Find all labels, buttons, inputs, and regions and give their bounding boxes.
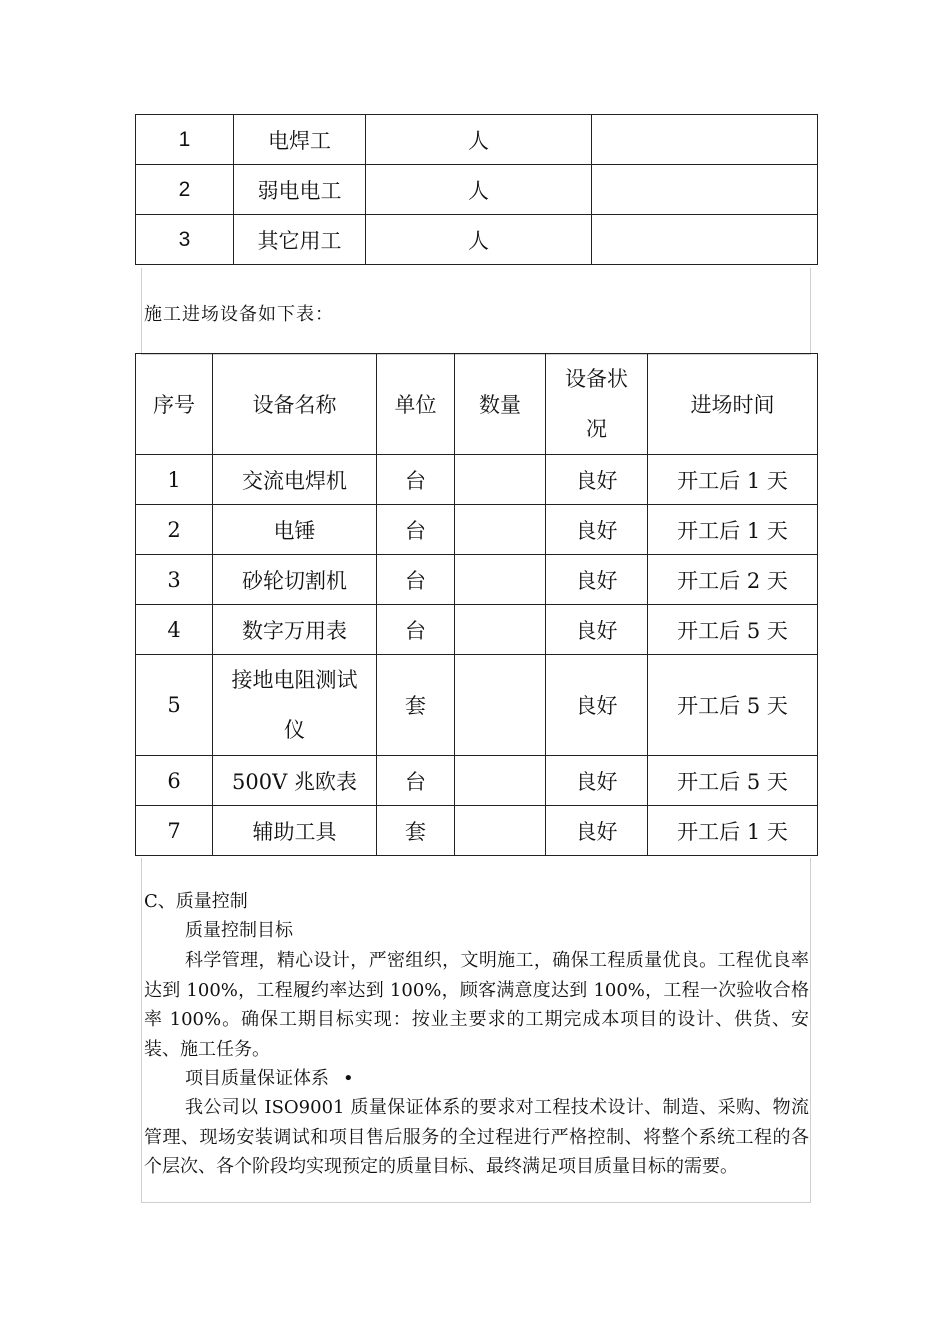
equipment-intro: 施工进场设备如下表： [144, 304, 334, 325]
cell-no: 7 [136, 806, 213, 856]
cell-no: 2 [136, 505, 213, 555]
labor-no: 1 [136, 115, 234, 165]
cell-no: 6 [136, 756, 213, 806]
cell-no: 5 [136, 655, 213, 756]
cell-unit: 台 [377, 455, 455, 505]
cell-name-line2: 仪 [284, 718, 305, 742]
labor-table [135, 114, 818, 265]
cell-time: 开工后 1 天 [648, 455, 818, 505]
equipment-table [135, 353, 818, 856]
table-header-row [136, 354, 818, 455]
labor-trade: 其它用工 [234, 215, 366, 265]
cell-unit: 台 [377, 505, 455, 555]
cell-time: 开工后 5 天 [648, 756, 818, 806]
labor-unit: 人 [366, 115, 592, 165]
header-status [546, 354, 648, 455]
cell-unit: 台 [377, 555, 455, 605]
header-no: 序号 [136, 354, 213, 455]
cell-qty [455, 455, 546, 505]
labor-no: 3 [136, 215, 234, 265]
cell-time: 开工后 1 天 [648, 505, 818, 555]
header-qty: 数量 [455, 354, 546, 455]
table-row [136, 115, 818, 165]
cell-status: 良好 [546, 756, 648, 806]
cell-time: 开工后 5 天 [648, 605, 818, 655]
header-unit: 单位 [377, 354, 455, 455]
labor-unit: 人 [366, 215, 592, 265]
cell-qty [455, 756, 546, 806]
table-row [136, 215, 818, 265]
cell-qty [455, 505, 546, 555]
table-row [136, 605, 818, 655]
cell-status: 良好 [546, 455, 648, 505]
cell-status: 良好 [546, 806, 648, 856]
cell-time: 开工后 2 天 [648, 555, 818, 605]
cell-qty [455, 555, 546, 605]
table-row [136, 505, 818, 555]
subsection-title [144, 1064, 850, 1094]
subsection-title-text: 项目质量保证体系 [185, 1068, 329, 1089]
cell-name [213, 655, 377, 756]
cell-name: 交流电焊机 [213, 455, 377, 505]
table-row [136, 806, 818, 856]
cell-name: 电锤 [213, 505, 377, 555]
header-time: 进场时间 [648, 354, 818, 455]
cell-name-line1: 接地电阻测试 [231, 668, 358, 692]
cell-time: 开工后 5 天 [648, 655, 818, 756]
cell-time: 开工后 1 天 [648, 806, 818, 856]
labor-qty [592, 165, 818, 215]
table-row [136, 756, 818, 806]
labor-unit: 人 [366, 165, 592, 215]
cell-unit: 套 [377, 655, 455, 756]
section-title: C、质量控制 [144, 891, 248, 912]
table-row [136, 655, 818, 756]
cell-qty [455, 806, 546, 856]
table-row [136, 455, 818, 505]
cell-name: 数字万用表 [213, 605, 377, 655]
cell-no: 4 [136, 605, 213, 655]
cell-status: 良好 [546, 605, 648, 655]
cell-unit: 套 [377, 806, 455, 856]
subsection-title: 质量控制目标 [185, 920, 293, 941]
cell-unit: 台 [377, 605, 455, 655]
paragraph: 科学管理，精心设计，严密组织，文明施工，确保工程质量优良。工程优良率达到 100%，工程履约率达到 100%，顾客满意度达到 100%，工程一次验收合格率 100%。确保工期目标实现：按业主要求的工期完成本项目的设计、供货、安装、施工任务。 [144, 950, 809, 1060]
header-status-line1: 设备状 [565, 367, 628, 391]
table-row [136, 555, 818, 605]
cell-qty [455, 605, 546, 655]
cell-name: 砂轮切割机 [213, 555, 377, 605]
labor-qty [592, 215, 818, 265]
cell-status: 良好 [546, 655, 648, 756]
header-status-line2: 况 [586, 417, 607, 441]
cell-status: 良好 [546, 555, 648, 605]
cell-no: 1 [136, 455, 213, 505]
cell-unit: 台 [377, 756, 455, 806]
labor-no: 2 [136, 165, 234, 215]
cell-name: 辅助工具 [213, 806, 377, 856]
cell-qty [455, 655, 546, 756]
table-row [136, 165, 818, 215]
labor-trade: 弱电电工 [234, 165, 366, 215]
cell-status: 良好 [546, 505, 648, 555]
header-name: 设备名称 [213, 354, 377, 455]
cell-no: 3 [136, 555, 213, 605]
paragraph: 我公司以 ISO9001 质量保证体系的要求对工程技术设计、制造、采购、物流管理、现场安装调试和项目售后服务的全过程进行严格控制、将整个系统工程的各个层次、各个阶段均实现预定的质量目标、最终满足项目质量目标的需要。 [144, 1097, 809, 1178]
labor-qty [592, 115, 818, 165]
bullet-icon: • [343, 1068, 354, 1089]
cell-name: 500V 兆欧表 [213, 756, 377, 806]
labor-trade: 电焊工 [234, 115, 366, 165]
